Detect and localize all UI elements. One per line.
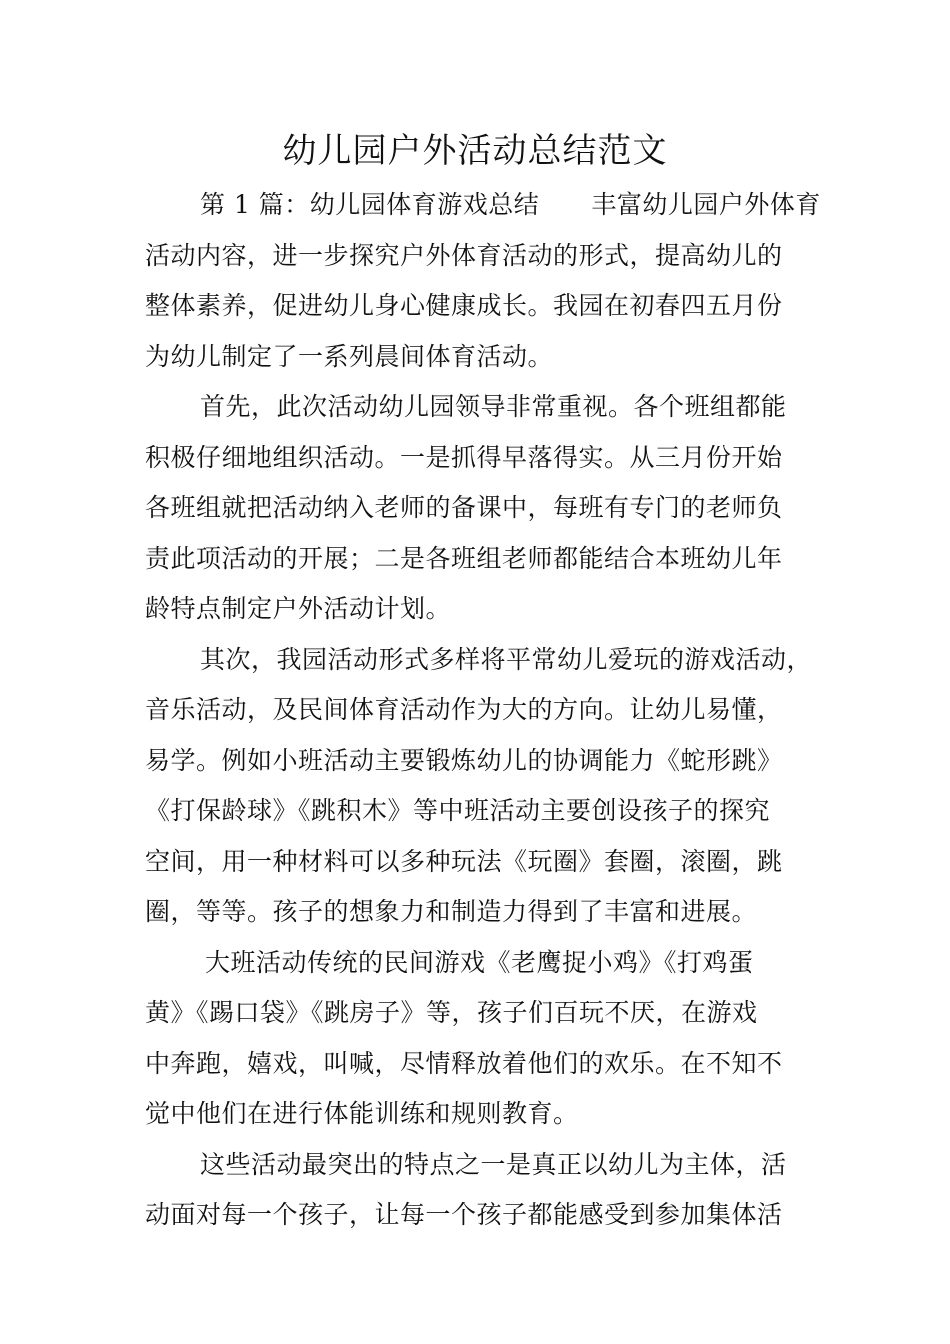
text-line: 黄》《踢口袋》《跳房子》等，孩子们百玩不厌，在游戏	[145, 998, 758, 1027]
text-line	[145, 180, 825, 231]
section-heading: 第 1 篇：幼儿园体育游戏总结	[200, 190, 540, 219]
text-line: 整体素养，促进幼儿身心健康成长。我园在初春四五月份	[145, 291, 783, 320]
text-line: 空间，用一种材料可以多种玩法《玩圈》套圈，滚圈，跳	[145, 846, 783, 876]
text-line: 易学。例如小班活动主要锻炼幼儿的协调能力《蛇形跳》	[145, 745, 783, 775]
document-title: 幼儿园户外活动总结范文	[282, 131, 668, 171]
text-line: 各班组就把活动纳入老师的备课中，每班有专门的老师负	[145, 493, 783, 522]
text-line: 大班活动传统的民间游戏《老鹰捉小鸡》《打鸡蛋	[205, 947, 754, 977]
text-line: 中奔跑，嬉戏，叫喊，尽情释放着他们的欢乐。在不知不	[145, 1048, 783, 1078]
text-line: 其次，我园活动形式多样将平常幼儿爱玩的游戏活动，	[200, 644, 813, 674]
text-line: 动面对每一个孩子，让每一个孩子都能感受到参加集体活	[145, 1200, 783, 1229]
text-line: 音乐活动，及民间体育活动作为大的方向。让幼儿易懂，	[145, 695, 783, 724]
text-line: 这些活动最突出的特点之一是真正以幼儿为主体，活	[200, 1149, 787, 1179]
text-line: 《打保龄球》《跳积木》等中班活动主要创设孩子的探究	[145, 796, 771, 825]
text-line: 责此项活动的开展；二是各班组老师都能结合本班幼儿年	[145, 543, 783, 573]
text-line: 活动内容，进一步探究户外体育活动的形式，提高幼儿的	[145, 240, 783, 270]
text-line: 积极仔细地组织活动。一是抓得早落得实。从三月份开始	[145, 442, 783, 472]
text-line: 龄特点制定户外活动计划。	[145, 594, 452, 623]
text-line: 为幼儿制定了一系列晨间体育活动。	[145, 341, 554, 371]
text-line: 圈，等等。孩子的想象力和制造力得到了丰富和进展。	[145, 897, 758, 926]
text-line: 首先，此次活动幼儿园领导非常重视。各个班组都能	[200, 392, 787, 421]
text-fragment: 丰富幼儿园户外体育	[591, 190, 821, 219]
text-line: 觉中他们在进行体能训练和规则教育。	[145, 1099, 579, 1128]
document-body	[145, 180, 825, 1241]
